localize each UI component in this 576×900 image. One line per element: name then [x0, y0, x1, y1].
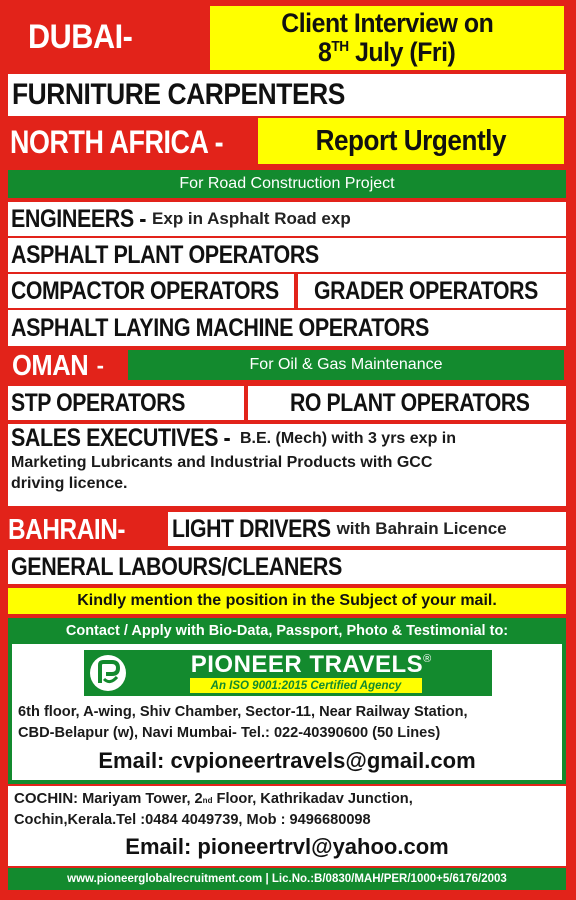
- contact-block: [8, 618, 566, 784]
- compactor-row: [8, 274, 294, 308]
- sales-executives-title: SALES EXECUTIVES -: [11, 423, 231, 452]
- ro-row: [248, 386, 566, 420]
- company-name: PIONEER TRAVELS: [190, 651, 424, 678]
- grader-row: [298, 274, 566, 308]
- bahrain-label: BAHRAIN-: [8, 513, 126, 546]
- road-construction-text: For Road Construction Project: [179, 175, 395, 192]
- contact-inner: [12, 644, 562, 780]
- north-africa-label: NORTH AFRICA -: [10, 123, 224, 160]
- engineers-detail: Exp in Asphalt Road exp: [152, 209, 351, 228]
- dubai-label-box: [12, 6, 210, 68]
- interview-date: 8TH July (Fri): [318, 37, 456, 67]
- stp-row: [8, 386, 244, 420]
- sales-detail-1: B.E. (Mech) with 3 yrs exp in: [239, 429, 456, 447]
- stp-operators: STP OPERATORS: [11, 388, 185, 417]
- contact-header: Contact / Apply with Bio-Data, Passport, Photo & Testimonial to:: [65, 623, 509, 639]
- pioneer-travels-logo: PIONEER TRAVELS® An ISO 9001:2015 Certified Agency: [84, 650, 492, 696]
- cochin-address-line-2: Cochin,Kerala.Tel :0484 4049739, Mob : 9496680098: [14, 812, 371, 828]
- grader-operators: GRADER OPERATORS: [314, 276, 538, 305]
- asphalt-laying-row: [8, 310, 566, 346]
- email-cochin[interactable]: Email: pioneertrvl@yahoo.com: [125, 834, 449, 859]
- furniture-row: [8, 74, 566, 116]
- subject-notice: Kindly mention the position in the Subject of your mail.: [77, 592, 497, 609]
- subject-notice-bar: [8, 588, 566, 614]
- engineers-row: [8, 202, 566, 236]
- bahrain-box: [8, 512, 168, 548]
- asphalt-plant-row: [8, 238, 566, 272]
- oil-gas-bar: [128, 350, 564, 380]
- light-drivers: LIGHT DRIVERS: [172, 514, 331, 543]
- address-line-2: CBD-Belapur (w), Navi Mumbai- Tel.: 022-40390600 (50 Lines): [18, 725, 441, 741]
- engineers-title: ENGINEERS -: [11, 204, 147, 233]
- interview-line-1: Client Interview on: [280, 8, 494, 38]
- mumbai-address: [18, 702, 558, 744]
- sales-detail-2: Marketing Lubricants and Industrial Products with GCC: [11, 454, 433, 471]
- cochin-block: [8, 786, 566, 866]
- cochin-address-line-1: COCHIN: Mariyam Tower, 2nd Floor, Kathrikadav Junction,: [14, 790, 413, 807]
- north-africa-box: [8, 118, 258, 166]
- footer-bar: [8, 868, 566, 890]
- asphalt-laying-operators: ASPHALT LAYING MACHINE OPERATORS: [11, 313, 429, 342]
- oil-gas-text: For Oil & Gas Maintenance: [249, 356, 443, 373]
- sales-executives-row: [8, 424, 566, 506]
- pioneer-logo-icon: [90, 655, 126, 691]
- ro-plant-operators: RO PLANT OPERATORS: [290, 388, 530, 417]
- cochin-label: COCHIN: [14, 790, 74, 807]
- general-labours-row: [8, 550, 566, 584]
- road-construction-bar: [8, 170, 566, 198]
- iso-badge: An ISO 9001:2015 Certified Agency: [190, 678, 422, 693]
- interview-banner: [210, 6, 564, 70]
- oman-box: OMAN -: [8, 348, 128, 384]
- asphalt-plant-operators: ASPHALT PLANT OPERATORS: [11, 240, 319, 269]
- oman-label: OMAN: [12, 349, 89, 382]
- footer-text[interactable]: www.pioneerglobalrecruitment.com | Lic.No.:B/0830/MAH/PER/1000+5/6176/2003: [67, 873, 507, 885]
- general-labours-cleaners: GENERAL LABOURS/CLEANERS: [11, 552, 342, 581]
- dubai-label: DUBAI-: [28, 17, 133, 56]
- sales-detail-3: driving licence.: [11, 475, 128, 492]
- light-drivers-row: [168, 512, 566, 546]
- report-urgently-badge: Report Urgently: [258, 118, 564, 164]
- compactor-operators: COMPACTOR OPERATORS: [11, 276, 279, 305]
- email-mumbai[interactable]: Email: cvpioneertravels@gmail.com: [98, 748, 476, 773]
- furniture-carpenters: FURNITURE CARPENTERS: [12, 78, 345, 111]
- light-drivers-detail: with Bahrain Licence: [336, 519, 507, 538]
- address-line-1: 6th floor, A-wing, Shiv Chamber, Sector-11, Near Railway Station,: [18, 704, 468, 720]
